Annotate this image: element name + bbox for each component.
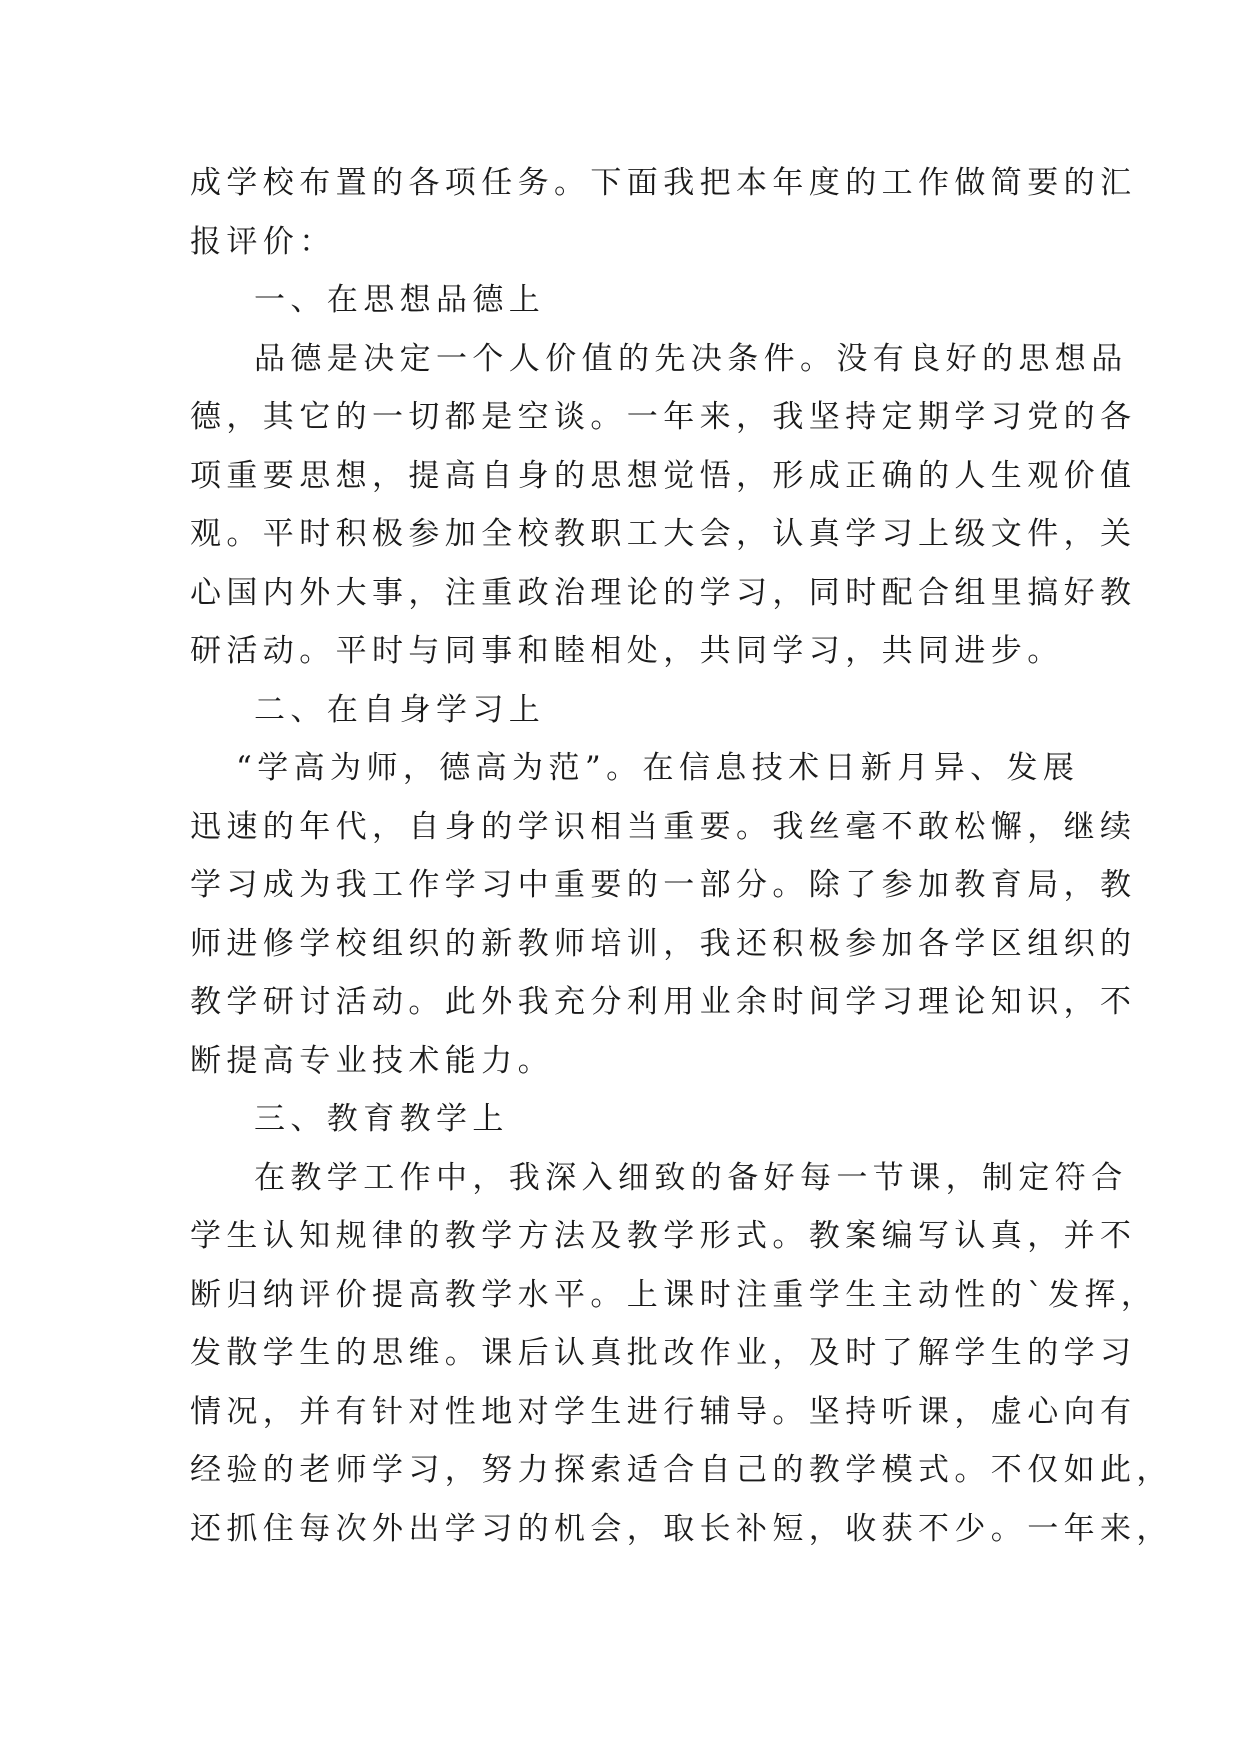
text-line: “学高为师，德高为范”。在信息技术日新月异、发展 <box>236 750 1080 786</box>
text-line: 项重要思想，提高自身的思想觉悟，形成正确的人生观价值 <box>190 457 1137 494</box>
text-line: 还抓住每次外出学习的机会，取长补短，收获不少。一年来， <box>190 1510 1173 1547</box>
text-line: 发散学生的思维。课后认真批改作业，及时了解学生的学习 <box>190 1335 1137 1371</box>
text-line: 成学校布置的各项任务。下面我把本年度的工作做简要的汇 <box>190 165 1137 201</box>
text-line: 研活动。平时与同事和睦相处，共同学习，共同进步。 <box>190 633 1064 669</box>
text-line: 德，其它的一切都是空谈。一年来，我坚持定期学习党的各 <box>190 399 1137 435</box>
text-line: 观。平时积极参加全校教职工大会，认真学习上级文件，关 <box>190 516 1137 552</box>
text-line: 教学研讨活动。此外我充分利用业余时间学习理论知识，不 <box>190 984 1137 1020</box>
section-heading-2: 二、在自身学习上 <box>254 691 546 728</box>
text-line: 断提高专业技术能力。 <box>190 1042 554 1079</box>
text-line: 报评价： <box>190 223 336 260</box>
document-body <box>190 154 1173 1558</box>
text-line: 心国内外大事，注重政治理论的学习，同时配合组里搞好教 <box>190 574 1137 611</box>
text-line: 情况，并有针对性地对学生进行辅导。坚持听课，虚心向有 <box>190 1393 1137 1430</box>
text-line: 断归纳评价提高教学水平。上课时注重学生主动性的`发挥， <box>190 1276 1158 1313</box>
text-line: 迅速的年代，自身的学识相当重要。我丝毫不敢松懈，继续 <box>190 808 1137 845</box>
text-line: 学生认知规律的教学方法及教学形式。教案编写认真，并不 <box>190 1218 1137 1254</box>
text-line: 经验的老师学习，努力探索适合自己的教学模式。不仅如此， <box>190 1452 1173 1488</box>
text-line: 品德是决定一个人价值的先决条件。没有良好的思想品 <box>254 340 1128 377</box>
text-line: 在教学工作中，我深入细致的备好每一节课，制定符合 <box>254 1159 1128 1196</box>
text-line: 学习成为我工作学习中重要的一部分。除了参加教育局，教 <box>190 867 1137 903</box>
section-heading-3: 三、教育教学上 <box>254 1101 509 1137</box>
section-heading-1: 一、在思想品德上 <box>254 282 546 318</box>
text-line: 师进修学校组织的新教师培训，我还积极参加各学区组织的 <box>190 925 1137 962</box>
